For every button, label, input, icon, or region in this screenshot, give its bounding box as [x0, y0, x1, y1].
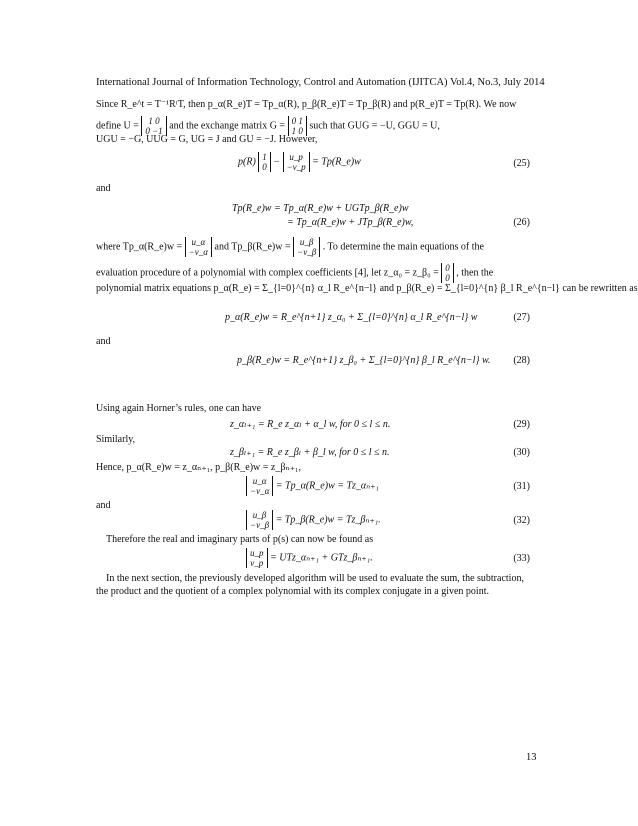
eq-number-33: (33)	[513, 553, 530, 564]
text-line-since: Since R_e^t = T⁻¹RᵗT, then p_α(R_e)T = Tp_α(R), p_β(R_e)T = Tp_β(R) and p(R_e)T = Tp(R). We now	[96, 99, 517, 110]
text-and-3: and	[96, 500, 111, 511]
equation-26a: Tp(R_e)w = Tp_α(R_e)w + UGTp_β(R_e)w	[232, 203, 409, 214]
such-that-text: such that GUG = −U, GGU = U,	[309, 120, 440, 132]
text-hence: Hence, p_α(R_e)w = z_αₙ₊₁, p_β(R_e)w = z_βₙ₊₁,	[96, 462, 302, 473]
text-line-polynomial: polynomial matrix equations p_α(R_e) = Σ_{l=0}^{n} α_l R_e^{n−l} and p_β(R_e) = Σ_{l=0}^{n} β_l R_e^{n−l} can be rewritten as	[96, 283, 638, 294]
eq-number-31: (31)	[513, 481, 530, 492]
define-u-text: define U =	[96, 120, 139, 132]
eq-number-29: (29)	[513, 419, 530, 430]
eq-number-32: (32)	[513, 515, 530, 526]
text-and-1: and	[96, 183, 111, 194]
eq-number-27: (27)	[513, 312, 530, 323]
text-line-define	[96, 116, 440, 136]
eq-number-25: (25)	[513, 158, 530, 169]
text-line-where: where Tp_α(R_e)w = u_α −v_α and Tp_β(R_e)w = u_β −v_β . To determine the main equations of the	[96, 237, 484, 257]
eq-number-30: (30)	[513, 447, 530, 458]
exchange-matrix-text: and the exchange matrix G =	[169, 120, 286, 132]
text-therefore: Therefore the real and imaginary parts of p(s) can now be found as	[106, 534, 374, 545]
matrix-u: 1 0 0 −1	[141, 116, 166, 136]
equation-33: u_p v_p = UTz_αₙ₊₁ + GTz_βₙ₊₁.	[246, 548, 373, 568]
text-and-2: and	[96, 336, 111, 347]
text-line-evaluation: evaluation procedure of a polynomial with complex coefficients [4], let z_α₀ = z_β₀ = 0 0 , then the	[96, 263, 494, 283]
equation-28: p_β(R_e)w = R_e^{n+1} z_β₀ + Σ_{l=0}^{n} β_l R_e^{n−l} w.	[237, 355, 491, 366]
equation-26b: = Tp_α(R_e)w + JTp_β(R_e)w,	[287, 217, 414, 228]
text-similarly: Similarly,	[96, 434, 136, 445]
matrix-g: 0 1 1 0	[288, 116, 307, 136]
page-number: 13	[526, 752, 537, 763]
equation-31: u_α −v_α = Tp_α(R_e)w = Tz_αₙ₊₁	[246, 476, 379, 496]
equation-27: p_α(R_e)w = R_e^{n+1} z_α₀ + Σ_{l=0}^{n} α_l R_e^{n−l} w	[225, 312, 478, 323]
equation-29: z_αₗ₊₁ = R_e z_αₗ + α_l w, for 0 ≤ l ≤ n.	[230, 419, 391, 430]
eq-number-26: (26)	[513, 217, 530, 228]
equation-30: z_βₗ₊₁ = R_e z_βₗ + β_l w, for 0 ≤ l ≤ n.	[230, 447, 390, 458]
text-next-section-1: In the next section, the previously developed algorithm will be used to evaluate the sum, the subtraction,	[106, 573, 524, 584]
equation-25: p(R) 1 0 − u_p −v_p = Tp(R_e)w	[238, 152, 361, 172]
text-horner: Using again Horner’s rules, one can have	[96, 403, 262, 414]
journal-header: International Journal of Information Technology, Control and Automation (IJITCA) Vol.4, No.3, July 2014	[96, 77, 545, 88]
text-line-ugu: UGU = −G, UUG = G, UG = J and GU = −J. However,	[96, 134, 318, 145]
eq-number-28: (28)	[513, 355, 530, 366]
text-next-section-2: the product and the quotient of a complex polynomial with its complex conjugate in a given point.	[96, 586, 489, 597]
equation-32: u_β −v_β = Tp_β(R_e)w = Tz_βₙ₊₁.	[246, 510, 381, 530]
